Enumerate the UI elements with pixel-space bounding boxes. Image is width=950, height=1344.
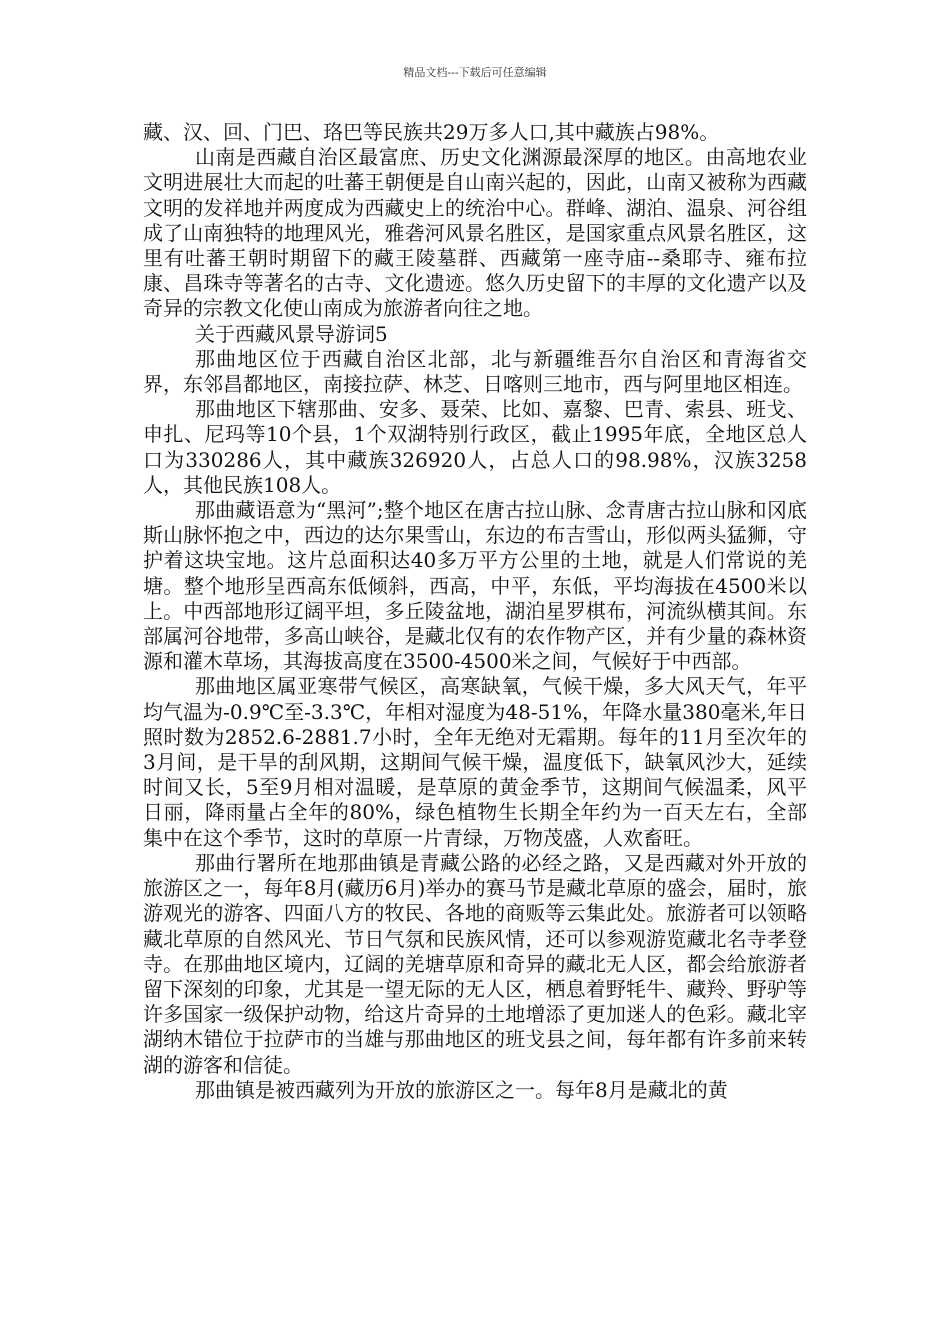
paragraph-continuation: 藏、汉、回、门巴、珞巴等民族共29万多人口,其中藏族占98%。 [143, 120, 720, 144]
section-heading: 关于西藏风景导游词5 [195, 321, 388, 346]
paragraph-nagqu-tourism: 那曲行署所在地那曲镇是青藏公路的必经之路，又是西藏对外开放的旅游区之一，每年8月(藏历6月)举办的赛马节是藏北草原的盛会，届时，旅游观光的游客、四面八方的牧民、各地的商贩等云集此处。旅游者可以领略藏北草原的自然风光、节日气氛和民族风情，还可以参观游览藏北名寺孝登寺。在那曲地区境内，辽阔的羌塘草原和奇异的藏北无人区，都会给旅游者留下深刻的印象，尤其是一望无际的无人区，栖息着野牦牛、藏羚、野驴等许多国家一级保护动物，给这片奇异的土地增添了更加迷人的色彩。藏北宰湖纳木错位于拉萨市的当雄与那曲地区的班戈县之间，每年都有许多前来转湖的游客和信徒。 [143, 850, 807, 1077]
paragraph-nagqu-location: 那曲地区位于西藏自治区北部，北与新疆维吾尔自治区和青海省交界，东邻昌都地区，南接拉萨、林芝、日喀则三地市，西与阿里地区相连。 [143, 346, 807, 397]
paragraph-shannan: 山南是西藏自治区最富庶、历史文化渊源最深厚的地区。由高地农业文明进展壮大而起的吐蕃王朝便是自山南兴起的，因此，山南又被称为西藏文明的发祥地并两度成为西藏史上的统治中心。群峰、湖泊、温泉、河谷组成了山南独特的地理风光，雅砻河风景名胜区，是国家重点风景名胜区，这里有吐蕃王朝时期留下的藏王陵墓群、西藏第一座寺庙--桑耶寺、雍布拉康、昌珠寺等著名的古寺、文化遗迹。悠久历史留下的丰厚的文化遗产以及奇异的宗教文化使山南成为旅游者向往之地。 [143, 145, 807, 321]
paragraph-nagqu-town: 那曲镇是被西藏列为开放的旅游区之一。每年8月是藏北的黄 [195, 1077, 728, 1102]
paragraph-nagqu-climate: 那曲地区属亚寒带气候区，高寒缺氧，气候干燥，多大风天气，年平均气温为-0.9℃至-3.3℃，年相对湿度为48-51%，年降水量380毫米,年日照时数为2852.6-2881.7小时，全年无绝对无霜期。每年的11月至次年的3月间，是干旱的刮风期，这期间气候干燥，温度低下，缺氧风沙大，延续时间又长，5至9月相对温暖，是草原的黄金季节，这期间气候温柔，风平日丽，降雨量占全年的80%，绿色植物生长期全年约为一百天左右，全部集中在这个季节，这时的草原一片青绿，万物茂盛，人欢畜旺。 [143, 674, 807, 850]
paragraph-nagqu-terrain: 那曲藏语意为“黑河”;整个地区在唐古拉山脉、念青唐古拉山脉和冈底斯山脉怀抱之中，西边的达尔果雪山，东边的布吉雪山，形似两头猛狮，守护着这块宝地。这片总面积达40多万平方公里的土地，就是人们常说的羌塘。整个地形呈西高东低倾斜，西高，中平，东低，平均海拔在4500米以上。中西部地形辽阔平坦，多丘陵盆地，湖泊星罗棋布，河流纵横其间。东部属河谷地带，多高山峡谷，是藏北仅有的农作物产区，并有少量的森林资源和灌木草场，其海拔高度在3500-4500米之间，气候好于中西部。 [143, 498, 807, 674]
page-header: 精品文档---下载后可任意编辑 [403, 66, 547, 79]
paragraph-nagqu-counties: 那曲地区下辖那曲、安多、聂荣、比如、嘉黎、巴青、索县、班戈、申扎、尼玛等10个县，1个双湖特别行政区，截止1995年底，全地区总人口为330286人，其中藏族326920人，占总人口的98.98%，汉族3258人，其他民族108人。 [143, 397, 807, 497]
document-body [143, 120, 807, 1103]
